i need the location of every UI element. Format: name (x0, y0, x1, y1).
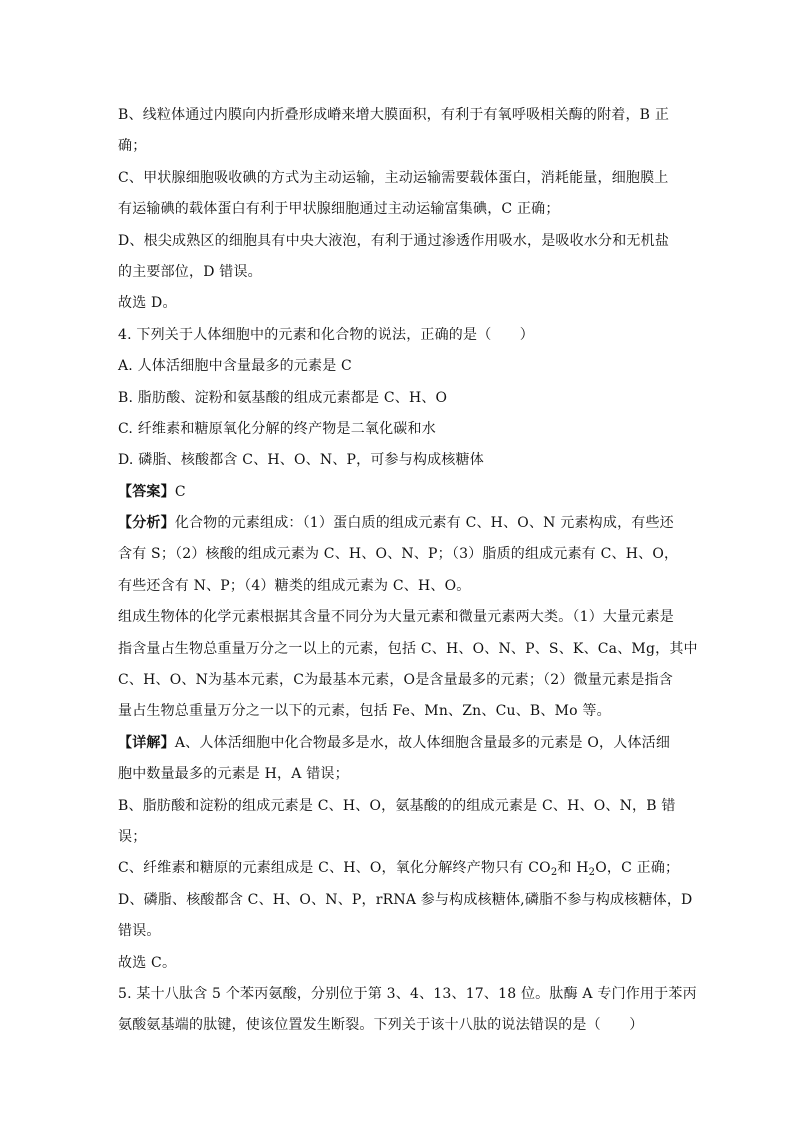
text-line: 氨酸氨基端的肽键，使该位置发生断裂。下列关于该十八肽的说法错误的是（ ） (118, 1017, 644, 1034)
question-stem: 5. 某十八肽含 5 个苯丙氨酸，分别位于第 3、4、13、17、18 位。肽酶 A 专门作用于苯丙 (118, 985, 697, 1002)
answer-label: 【答案】 (118, 483, 175, 500)
answer-line (118, 477, 678, 508)
text-segment: 和 H (557, 860, 589, 877)
text-line: 组成生物体的化学元素根据其含量不同分为大量元素和微量元素两大类。（1）大量元素是 (118, 609, 674, 626)
explanation-line (118, 728, 678, 759)
text-line: 含有 S；（2）核酸的组成元素为 C、H、O、N、P；（3）脂质的组成元素有 C、H、O， (118, 546, 679, 563)
text-line: D、根尖成熟区的细胞具有中央大液泡，有利于通过渗透作用吸水，是吸收水分和无机盐 (118, 232, 670, 249)
text-segment: C、纤维素和糖原的元素组成是 C、H、O，氧化分解终产物只有 CO (118, 860, 551, 877)
answer-value: C (174, 483, 186, 500)
analysis-line (118, 508, 678, 539)
subscript: 2 (550, 867, 558, 879)
question-stem: 4. 下列关于人体细胞中的元素和化合物的说法，正确的是（ ） (118, 326, 535, 343)
text-line: D、磷脂、核酸都含 C、H、O、N、P，rRNA 参与构成核糖体,磷脂不参与构成核糖体，D (118, 891, 693, 908)
text-line: B、线粒体通过内膜向内折叠形成嵴来增大膜面积，有利于有氧呼吸相关酶的附着，B 正 (118, 107, 670, 123)
text-segment: O，C 正确； (595, 860, 680, 877)
text-line: C、甲状腺细胞吸收碘的方式为主动运输，主动运输需要载体蛋白，消耗能量，细胞膜上 (118, 169, 669, 186)
text-line-with-formulas (118, 853, 678, 884)
text-line: 指含量占生物总重量万分之一以上的元素，包括 C、H、O、N、P、S、K、Ca、Mg，其中 (118, 640, 698, 657)
conclusion-line: 故选 C。 (118, 954, 177, 971)
conclusion-line: 故选 D。 (118, 295, 177, 312)
text-line: B、脂肪酸和淀粉的组成元素是 C、H、O，氨基酸的的组成元素是 C、H、O、N，B 错 (118, 797, 676, 814)
text-line: 有运输碘的载体蛋白有利于甲状腺细胞通过主动运输富集碘，C 正确； (118, 201, 560, 218)
option-c: C. 纤维素和糖原氧化分解的终产物是二氧化碳和水 (118, 420, 436, 437)
document-page (118, 100, 698, 1042)
text-line: 的主要部位，D 错误。 (118, 263, 262, 280)
explanation-text: A、人体活细胞中化合物最多是水，故人体细胞含量最多的元素是 O，人体活细 (174, 734, 671, 751)
analysis-label: 【分析】 (118, 515, 175, 532)
text-line: 胞中数量最多的元素是 H，A 错误； (118, 766, 349, 783)
option-d: D. 磷脂、核酸都含 C、H、O、N、P，可参与构成核糖体 (118, 452, 484, 469)
text-line: C、H、O、N为基本元素，C为最基本元素，O是含量最多的元素；（2）微量元素是指含 (118, 672, 673, 689)
option-b: B. 脂肪酸、淀粉和氨基酸的组成元素都是 C、H、O (118, 389, 448, 406)
text-line: 错误。 (118, 923, 161, 940)
text-line: 量占生物总重量万分之一以下的元素，包括 Fe、Mn、Zn、Cu、B、Mo 等。 (118, 703, 611, 720)
text-line: 误； (118, 828, 147, 845)
option-a: A. 人体活细胞中含量最多的元素是 C (118, 358, 352, 375)
subscript: 2 (588, 867, 596, 879)
text-line: 确； (118, 138, 147, 155)
text-line: 有些还含有 N、P；（4）糖类的组成元素为 C、H、O。 (118, 577, 471, 594)
analysis-text: 化合物的元素组成：（1）蛋白质的组成元素有 C、H、O、N 元素构成，有些还 (174, 515, 674, 532)
explanation-label: 【详解】 (118, 734, 175, 751)
